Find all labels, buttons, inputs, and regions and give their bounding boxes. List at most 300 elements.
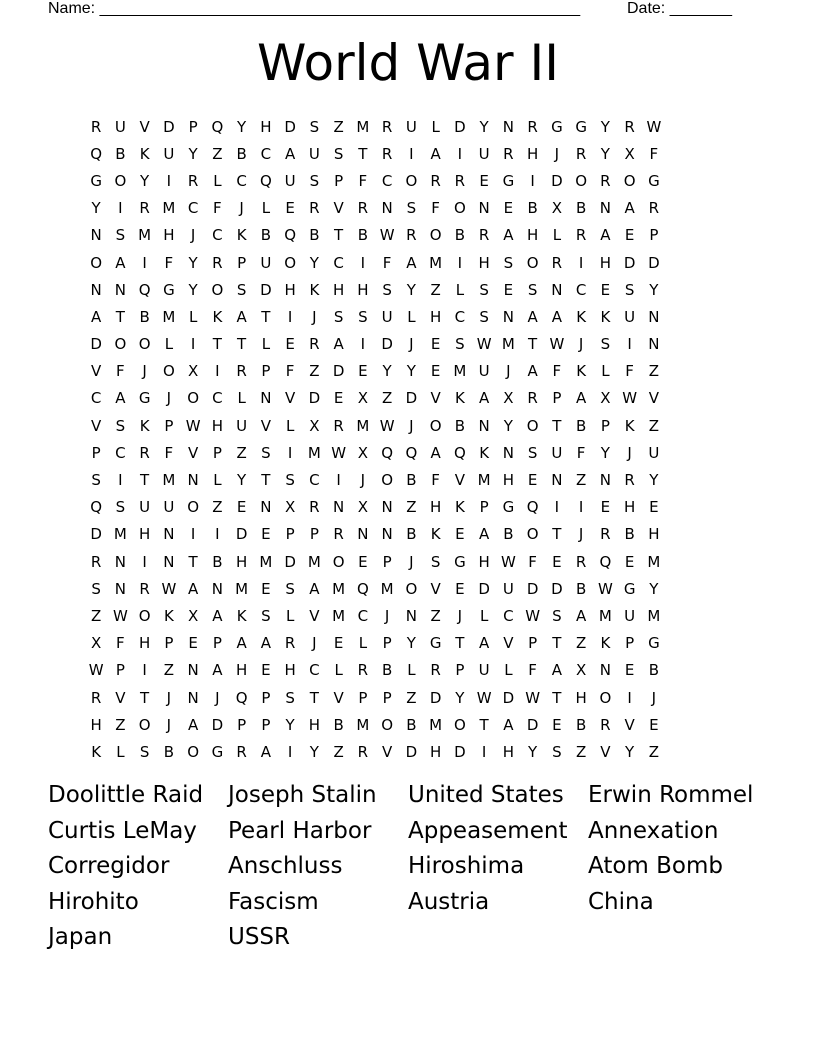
grid-letter: W: [646, 117, 662, 136]
grid-letter: P: [382, 634, 392, 653]
grid-letter: B: [406, 471, 417, 490]
word-list-item: Atom Bomb: [588, 853, 723, 880]
grid-letter: C: [187, 199, 199, 218]
grid-letter: P: [212, 443, 222, 462]
grid-row: [84, 684, 732, 711]
grid-row: [84, 711, 732, 738]
grid-letter: Q: [284, 226, 297, 245]
grid-letter: Y: [188, 144, 198, 163]
grid-row: [84, 167, 732, 194]
grid-letter: U: [478, 362, 490, 381]
grid-letter: Y: [382, 362, 392, 381]
grid-letter: C: [115, 443, 126, 462]
grid-letter: O: [187, 498, 200, 517]
grid-letter: Y: [625, 742, 635, 761]
word-list-item: Doolittle Raid: [48, 782, 204, 808]
grid-letter: A: [430, 144, 441, 163]
grid-letter: D: [454, 742, 466, 761]
grid-letter: R: [551, 253, 563, 272]
grid-letter: L: [479, 606, 489, 625]
grid-letter: U: [405, 117, 417, 136]
grid-row: [84, 358, 732, 385]
grid-letter: R: [284, 634, 296, 653]
grid-letter: S: [527, 443, 538, 462]
grid-letter: Y: [188, 253, 198, 272]
grid-row: [84, 466, 732, 493]
word-list-item: Austria: [408, 888, 490, 915]
grid-letter: Y: [309, 742, 319, 761]
grid-letter: D: [90, 335, 102, 354]
grid-letter: D: [284, 552, 296, 571]
grid-letter: X: [600, 389, 611, 408]
word-list-item: Appeasement: [408, 817, 568, 844]
grid-letter: F: [528, 661, 537, 680]
grid-letter: U: [381, 307, 393, 326]
grid-letter: H: [163, 226, 175, 245]
grid-letter: B: [260, 226, 272, 245]
grid-letter: I: [118, 471, 123, 490]
page-title: World War II: [256, 34, 559, 92]
grid-letter: X: [357, 389, 369, 408]
grid-letter: N: [502, 117, 514, 136]
grid-letter: P: [479, 498, 489, 517]
grid-letter: U: [478, 661, 490, 680]
grid-letter: G: [163, 280, 175, 299]
grid-letter: L: [552, 226, 562, 245]
grid-letter: M: [307, 443, 321, 462]
grid-letter: C: [212, 389, 223, 408]
grid-letter: F: [213, 199, 222, 218]
grid-letter: I: [409, 144, 414, 163]
grid-letter: L: [285, 606, 295, 625]
grid-letter: L: [455, 280, 465, 299]
grid-letter: Y: [188, 280, 198, 299]
grid-letter: S: [552, 742, 562, 761]
grid-letter: X: [90, 634, 102, 653]
grid-letter: Y: [309, 253, 319, 272]
grid-letter: J: [142, 362, 147, 381]
grid-letter: E: [624, 661, 635, 680]
grid-letter: O: [162, 362, 175, 381]
grid-letter: O: [429, 226, 442, 245]
grid-letter: Y: [91, 199, 101, 218]
grid-letter: O: [332, 552, 345, 571]
grid-letter: D: [405, 389, 418, 408]
grid-row: [84, 331, 732, 358]
grid-letter: M: [113, 525, 127, 544]
grid-letter: O: [405, 171, 418, 190]
grid-letter: E: [455, 579, 465, 598]
grid-letter: Y: [600, 443, 610, 462]
grid-letter: B: [648, 661, 660, 680]
grid-letter: S: [309, 117, 320, 136]
grid-letter: L: [213, 471, 222, 490]
grid-letter: E: [552, 715, 562, 734]
grid-letter: A: [527, 307, 538, 326]
grid-letter: M: [429, 715, 443, 734]
grid-letter: C: [503, 606, 514, 625]
grid-row: [84, 521, 732, 548]
grid-letter: E: [600, 498, 611, 517]
grid-letter: N: [333, 498, 345, 517]
grid-letter: R: [90, 552, 102, 571]
grid-letter: K: [600, 634, 611, 653]
grid-letter: N: [478, 416, 490, 435]
grid-letter: U: [478, 144, 490, 163]
grid-letter: S: [285, 579, 295, 598]
grid-letter: R: [648, 199, 660, 218]
grid-letter: S: [115, 416, 126, 435]
grid-letter: Q: [356, 579, 369, 598]
grid-letter: I: [578, 498, 584, 517]
grid-letter: G: [648, 634, 660, 653]
grid-letter: G: [502, 171, 515, 190]
grid-row: [84, 630, 732, 657]
word-list-item: Fascism: [228, 888, 319, 915]
grid-letter: O: [623, 171, 636, 190]
grid-letter: D: [648, 253, 660, 272]
grid-letter: P: [212, 634, 222, 653]
grid-letter: S: [358, 307, 368, 326]
grid-letter: D: [454, 117, 466, 136]
grid-letter: I: [481, 742, 487, 761]
grid-letter: O: [90, 253, 103, 272]
grid-letter: Z: [90, 606, 102, 625]
grid-letter: U: [260, 253, 272, 272]
grid-letter: F: [576, 443, 586, 462]
grid-letter: K: [430, 525, 441, 544]
grid-letter: E: [285, 199, 295, 218]
grid-letter: H: [211, 416, 224, 435]
grid-letter: C: [381, 171, 393, 190]
grid-letter: J: [312, 634, 317, 653]
grid-letter: L: [285, 416, 295, 435]
grid-letter: F: [649, 144, 659, 163]
grid-row: [84, 303, 732, 330]
grid-letter: R: [90, 688, 102, 707]
grid-letter: A: [551, 661, 562, 680]
grid-letter: T: [334, 226, 344, 245]
grid-letter: J: [215, 688, 220, 707]
grid-letter: Y: [237, 117, 247, 136]
grid-letter: M: [598, 606, 612, 625]
grid-letter: R: [357, 199, 369, 218]
grid-letter: S: [236, 280, 247, 299]
word-list-item: Hiroshima: [408, 853, 525, 880]
grid-letter: Z: [163, 661, 175, 680]
grid-letter: K: [479, 443, 490, 462]
date-line: Date: _______: [627, 0, 732, 17]
grid-letter: I: [360, 335, 366, 354]
grid-letter: H: [332, 280, 345, 299]
grid-letter: K: [236, 606, 247, 625]
grid-letter: X: [284, 498, 296, 517]
grid-letter: M: [162, 471, 176, 490]
grid-letter: T: [358, 144, 368, 163]
grid-letter: C: [90, 389, 102, 408]
grid-letter: H: [308, 715, 321, 734]
grid-letter: O: [381, 715, 394, 734]
grid-letter: R: [139, 443, 150, 462]
grid-letter: L: [431, 117, 440, 136]
grid-letter: Z: [430, 280, 441, 299]
grid-letter: E: [503, 280, 514, 299]
grid-letter: H: [235, 661, 248, 680]
grid-letter: G: [648, 171, 660, 190]
grid-letter: H: [478, 552, 490, 571]
grid-letter: R: [503, 144, 514, 163]
grid-letter: A: [260, 634, 271, 653]
grid-letter: M: [162, 307, 176, 326]
grid-letter: K: [309, 280, 320, 299]
grid-letter: E: [455, 525, 465, 544]
grid-letter: O: [429, 416, 442, 435]
grid-letter: B: [381, 661, 393, 680]
grid-letter: V: [333, 688, 344, 707]
grid-letter: F: [625, 362, 634, 381]
grid-letter: H: [623, 498, 636, 517]
grid-letter: R: [357, 742, 369, 761]
grid-letter: D: [551, 171, 563, 190]
grid-letter: N: [381, 498, 393, 517]
grid-letter: D: [163, 117, 175, 136]
grid-letter: Z: [115, 715, 126, 734]
grid-letter: W: [476, 688, 492, 707]
grid-letter: H: [478, 253, 490, 272]
grid-letter: H: [260, 117, 272, 136]
grid-letter: Q: [599, 552, 612, 571]
grid-letter: S: [600, 335, 611, 354]
grid-letter: I: [627, 335, 632, 354]
grid-letter: U: [236, 416, 248, 435]
word-list-item: Anschluss: [228, 853, 343, 880]
grid-letter: E: [649, 715, 659, 734]
grid-letter: R: [600, 171, 611, 190]
grid-letter: H: [526, 144, 539, 163]
grid-letter: N: [648, 307, 660, 326]
word-list-item: Curtis LeMay: [48, 817, 197, 844]
grid-letter: R: [139, 579, 150, 598]
grid-letter: Y: [528, 742, 538, 761]
grid-letter: M: [162, 199, 176, 218]
grid-letter: R: [381, 144, 393, 163]
grid-letter: D: [551, 579, 563, 598]
grid-letter: B: [236, 144, 247, 163]
grid-letter: Z: [381, 389, 393, 408]
grid-letter: E: [285, 335, 295, 354]
grid-letter: S: [552, 606, 562, 625]
grid-letter: U: [114, 117, 126, 136]
grid-letter: N: [551, 471, 563, 490]
grid-letter: P: [91, 443, 101, 462]
grid-letter: T: [188, 552, 198, 571]
grid-letter: O: [526, 416, 539, 435]
grid-letter: E: [552, 552, 562, 571]
grid-letter: R: [624, 471, 635, 490]
grid-letter: P: [552, 389, 562, 408]
grid-letter: R: [575, 552, 587, 571]
grid-letter: U: [284, 171, 296, 190]
grid-row: [84, 575, 732, 602]
grid-letter: K: [454, 498, 465, 517]
grid-letter: K: [163, 606, 174, 625]
grid-letter: J: [506, 362, 511, 381]
grid-letter: V: [260, 416, 271, 435]
grid-letter: B: [624, 525, 635, 544]
grid-letter: C: [309, 661, 320, 680]
grid-letter: S: [91, 471, 101, 490]
grid-letter: M: [332, 606, 346, 625]
grid-letter: J: [190, 226, 196, 245]
grid-letter: W: [379, 226, 395, 245]
grid-letter: S: [527, 280, 538, 299]
grid-letter: Z: [406, 688, 417, 707]
grid-letter: C: [212, 226, 223, 245]
grid-letter: A: [478, 634, 490, 653]
grid-letter: S: [261, 443, 271, 462]
grid-letter: F: [431, 471, 440, 490]
grid-letter: H: [90, 715, 102, 734]
grid-letter: E: [358, 362, 368, 381]
grid-letter: N: [381, 199, 393, 218]
grid-letter: R: [333, 525, 344, 544]
grid-row: [84, 738, 732, 765]
grid-letter: N: [114, 280, 126, 299]
grid-letter: I: [287, 307, 293, 326]
grid-letter: P: [261, 362, 271, 381]
grid-letter: I: [457, 253, 463, 272]
grid-letter: J: [166, 688, 172, 707]
grid-letter: N: [260, 498, 272, 517]
grid-letter: C: [260, 144, 272, 163]
grid-letter: W: [525, 606, 541, 625]
grid-row: [84, 439, 732, 466]
grid-letter: R: [187, 171, 199, 190]
grid-letter: P: [309, 525, 319, 544]
word-list-item: Joseph Stalin: [228, 782, 377, 808]
grid-letter: O: [575, 171, 588, 190]
grid-letter: V: [381, 742, 393, 761]
grid-letter: P: [382, 688, 392, 707]
grid-letter: Z: [236, 443, 247, 462]
grid-letter: F: [382, 253, 392, 272]
grid-letter: X: [624, 144, 635, 163]
grid-letter: N: [187, 688, 199, 707]
grid-row: [84, 385, 732, 412]
grid-letter: Z: [406, 498, 417, 517]
grid-letter: Z: [430, 606, 441, 625]
grid-letter: X: [187, 362, 199, 381]
grid-letter: O: [405, 579, 418, 598]
grid-letter: W: [161, 579, 177, 598]
grid-letter: Q: [90, 498, 103, 517]
grid-letter: E: [503, 199, 514, 218]
grid-letter: F: [116, 634, 125, 653]
grid-letter: O: [453, 715, 466, 734]
grid-letter: M: [356, 715, 370, 734]
word-list-item: Japan: [48, 924, 113, 951]
grid-row: [84, 602, 732, 629]
grid-letter: T: [261, 307, 271, 326]
grid-letter: E: [261, 525, 271, 544]
grid-letter: B: [139, 307, 150, 326]
grid-letter: U: [551, 443, 563, 462]
grid-letter: I: [215, 525, 220, 544]
grid-letter: J: [578, 335, 584, 354]
grid-letter: O: [599, 688, 612, 707]
grid-letter: V: [454, 471, 465, 490]
grid-letter: F: [431, 199, 440, 218]
grid-letter: S: [430, 552, 441, 571]
grid-letter: S: [115, 498, 126, 517]
grid-letter: C: [454, 307, 466, 326]
grid-letter: J: [457, 606, 463, 625]
grid-letter: H: [138, 634, 151, 653]
grid-letter: R: [309, 199, 320, 218]
grid-letter: W: [112, 606, 128, 625]
grid-letter: S: [382, 280, 392, 299]
grid-letter: A: [624, 199, 635, 218]
grid-letter: T: [261, 471, 271, 490]
grid-letter: I: [142, 552, 147, 571]
grid-letter: F: [164, 443, 174, 462]
grid-letter: N: [163, 552, 175, 571]
grid-letter: S: [139, 742, 150, 761]
grid-letter: I: [554, 498, 560, 517]
grid-letter: K: [139, 144, 150, 163]
grid-letter: H: [599, 253, 612, 272]
grid-letter: T: [140, 688, 150, 707]
grid-letter: H: [138, 525, 151, 544]
grid-letter: A: [333, 335, 344, 354]
grid-letter: W: [379, 416, 395, 435]
grid-letter: V: [430, 389, 441, 408]
grid-letter: P: [164, 634, 174, 653]
grid-letter: P: [164, 416, 174, 435]
grid-letter: L: [188, 307, 198, 326]
grid-letter: E: [430, 335, 441, 354]
grid-letter: F: [164, 253, 174, 272]
grid-letter: N: [357, 525, 369, 544]
grid-letter: R: [212, 253, 223, 272]
grid-letter: I: [287, 742, 293, 761]
grid-letter: X: [357, 443, 369, 462]
grid-letter: W: [597, 579, 613, 598]
grid-letter: M: [356, 416, 370, 435]
grid-letter: Y: [140, 171, 150, 190]
grid-letter: R: [430, 661, 441, 680]
grid-letter: N: [381, 525, 393, 544]
grid-letter: H: [648, 525, 660, 544]
grid-letter: O: [114, 171, 127, 190]
grid-letter: E: [333, 634, 344, 653]
grid-letter: W: [549, 335, 565, 354]
grid-letter: K: [624, 416, 635, 435]
grid-letter: H: [429, 742, 442, 761]
grid-letter: Z: [212, 144, 223, 163]
grid-letter: F: [552, 362, 562, 381]
grid-letter: V: [139, 117, 150, 136]
grid-letter: V: [503, 634, 514, 653]
grid-letter: L: [334, 661, 343, 680]
grid-letter: R: [236, 742, 247, 761]
grid-letter: N: [478, 199, 490, 218]
grid-letter: Q: [90, 144, 103, 163]
grid-letter: Z: [648, 362, 660, 381]
grid-letter: I: [190, 525, 196, 544]
grid-letter: C: [236, 171, 247, 190]
grid-row: [84, 657, 732, 684]
